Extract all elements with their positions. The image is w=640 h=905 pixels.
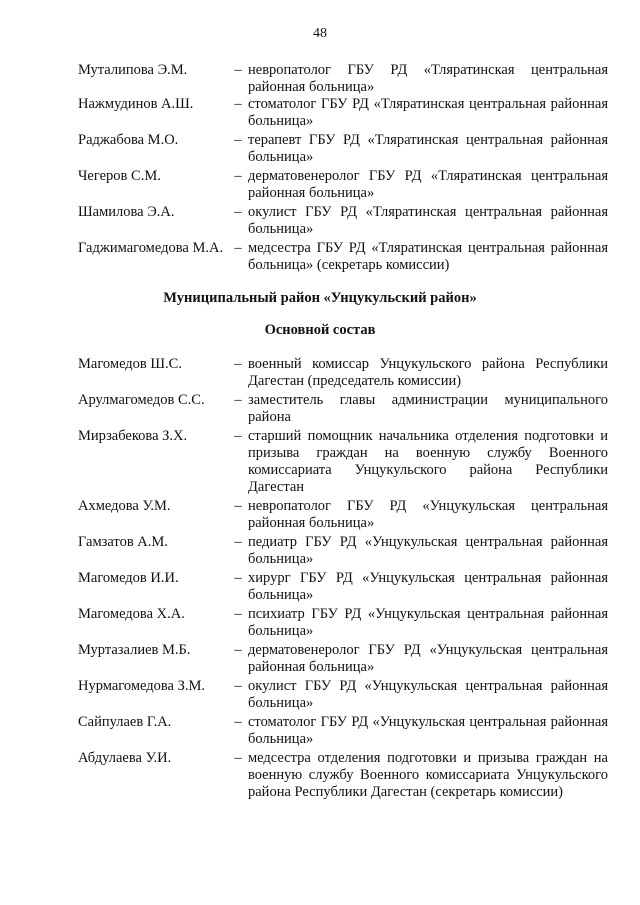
list-item (78, 356, 608, 390)
member-name: Магомедова Х.А. (78, 606, 185, 622)
member-role: старший помощник начальника отделения подготовки и призыва граждан на военную службу Военного комиссариата Унцукульского района Республики Дагестан (248, 428, 608, 495)
dash: – (234, 498, 242, 514)
list-item (78, 392, 608, 426)
dash: – (234, 606, 242, 622)
member-role: медсестра ГБУ РД «Тляратинская центральная районная больница» (секретарь комиссии) (248, 240, 608, 273)
member-role: стоматолог ГБУ РД «Тляратинская центральная районная больница» (248, 96, 608, 129)
dash: – (234, 534, 242, 550)
district-heading: Муниципальный район «Унцукульский район» (163, 290, 477, 306)
dash: – (234, 714, 242, 730)
list-item (78, 96, 608, 130)
dash: – (234, 132, 242, 148)
list-item (78, 62, 608, 96)
dash: – (234, 240, 242, 256)
dash: – (234, 62, 242, 78)
list-item (78, 678, 608, 712)
member-name: Ахмедова У.М. (78, 498, 171, 514)
dash: – (234, 570, 242, 586)
member-name: Абдулаева У.И. (78, 750, 172, 766)
dash: – (234, 642, 242, 658)
member-name: Гамзатов А.М. (78, 534, 168, 550)
member-name: Нурмагомедова З.М. (78, 678, 205, 694)
dash: – (234, 168, 242, 184)
list-item (78, 570, 608, 604)
member-list-tlyaratinsky (78, 62, 608, 274)
dash: – (234, 428, 242, 444)
member-name: Гаджимагомедова М.А. (78, 240, 224, 256)
composition-heading: Основной состав (264, 322, 376, 338)
member-name: Раджабова М.О. (78, 132, 179, 148)
dash: – (234, 356, 242, 372)
list-item (78, 642, 608, 676)
list-item (78, 428, 608, 496)
list-item (78, 750, 608, 801)
member-name: Мирзабекова З.Х. (78, 428, 188, 444)
dash: – (234, 204, 242, 220)
member-role: дерматовенеролог ГБУ РД «Тляратинская центральная районная больница» (248, 168, 608, 201)
member-role: военный комиссар Унцукульского района Республики Дагестан (председатель комиссии) (248, 356, 608, 389)
dash: – (234, 392, 242, 408)
member-name: Муртазалиев М.Б. (78, 642, 191, 658)
member-role: невропатолог ГБУ РД «Унцукульская центральная районная больница» (248, 498, 608, 531)
member-role: дерматовенеролог ГБУ РД «Унцукульская центральная районная больница» (248, 642, 608, 675)
list-item (78, 204, 608, 238)
member-role: стоматолог ГБУ РД «Унцукульская центральная районная больница» (248, 714, 608, 747)
list-item (78, 498, 608, 532)
member-role: психиатр ГБУ РД «Унцукульская центральная районная больница» (248, 606, 608, 639)
dash: – (234, 96, 242, 112)
member-name: Муталипова Э.М. (78, 62, 188, 78)
member-role: хирург ГБУ РД «Унцукульская центральная районная больница» (248, 570, 608, 603)
dash: – (234, 750, 242, 766)
dash: – (234, 678, 242, 694)
member-name: Арулмагомедов С.С. (78, 392, 205, 408)
list-item (78, 168, 608, 202)
list-item (78, 240, 608, 274)
list-item (78, 714, 608, 748)
member-role: педиатр ГБУ РД «Унцукульская центральная районная больница» (248, 534, 608, 567)
member-role: окулист ГБУ РД «Унцукульская центральная районная больница» (248, 678, 608, 711)
member-name: Чегеров С.М. (78, 168, 161, 184)
member-name: Магомедов И.И. (78, 570, 179, 586)
member-role: терапевт ГБУ РД «Тляратинская центральная районная больница» (248, 132, 608, 165)
member-name: Шамилова Э.А. (78, 204, 175, 220)
member-list-untsukulsky (78, 356, 608, 801)
member-name: Сайпулаев Г.А. (78, 714, 172, 730)
list-item (78, 606, 608, 640)
page-number: 48 (313, 26, 327, 41)
member-name: Магомедов Ш.С. (78, 356, 182, 372)
member-role: заместитель главы администрации муниципального района (248, 392, 608, 425)
list-item (78, 132, 608, 166)
list-item (78, 534, 608, 568)
member-role: медсестра отделения подготовки и призыва граждан на военную службу Военного комиссариата Унцукульского района Республики Дагестан (секретарь комиссии) (248, 750, 608, 800)
member-role: невропатолог ГБУ РД «Тляратинская центральная районная больница» (248, 62, 608, 95)
member-role: окулист ГБУ РД «Тляратинская центральная районная больница» (248, 204, 608, 237)
member-name: Нажмудинов А.Ш. (78, 96, 194, 112)
